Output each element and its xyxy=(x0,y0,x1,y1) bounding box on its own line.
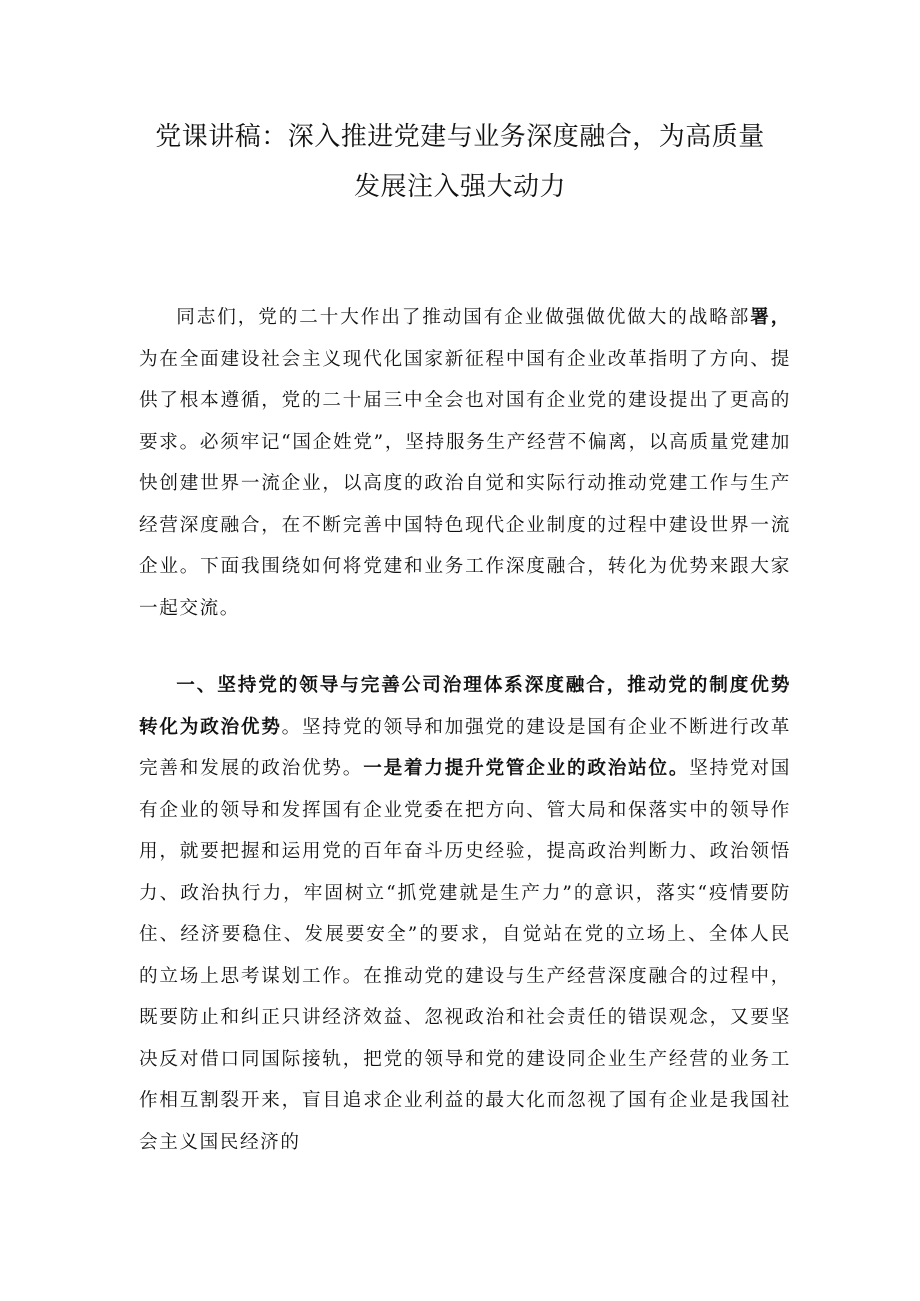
intro-paragraph xyxy=(139,297,791,629)
title-line-2: 发展注入强大动力 xyxy=(353,172,566,202)
intro-lead-text: 同志们，党的二十大作出了推动国有企业做强做优做大的战略部 xyxy=(176,307,751,328)
intro-lead-bold: 署， xyxy=(750,307,791,328)
title-line-1: 党课讲稿：深入推进党建与业务深度融合，为高质量 xyxy=(155,122,765,152)
section-one-subheading: 一是着力提升党管企业的政治站位。 xyxy=(363,758,690,779)
section-one-paragraph xyxy=(139,665,791,1163)
section-one-text-2: 坚持党对国有企业的领导和发挥国有企业党委在把方向、管大局和保落实中的领导作用，就要把握和运用党的百年奋斗历史经验，提高政治判断力、政治领悟力、政治执行力，牢固树立“抓党建就是生产力”的意识，落实“疫情要防住、经济要稳住、发展要安全”的要求，自觉站在党的立场上、全体人民的立场上思考谋划工作。在推动党的建设与生产经营深度融合的过程中，既要防止和纠正只讲经济效益、忽视政治和社会责任的错误观念，又要坚决反对借口同国际接轨，把党的领导和党的建设同企业生产经营的业务工作相互割裂开来，盲目追求企业利益的最大化而忽视了国有企业是我国社会主义国民经济的 xyxy=(139,758,791,1153)
document-body xyxy=(139,297,791,1163)
section-one-heading: 一、坚持党的领导与完善公司治理体系深度融合，推动党的制度优势转化为政治优势 xyxy=(139,675,791,738)
intro-body-text: 为在全面建设社会主义现代化国家新征程中国有企业改革指明了方向、提供了根本遵循，党的二十届三中全会也对国有企业党的建设提出了更高的要求。必须牢记“国企姓党”，坚持服务生产经营不偏离，以高质量党建加快创建世界一流企业，以高度的政治自觉和实际行动推动党建工作与生产经营深度融合，在不断完善中国特色现代企业制度的过程中建设世界一流企业。下面我围绕如何将党建和业务工作深度融合，转化为优势来跟大家一起交流。 xyxy=(139,348,791,619)
section-one-text-1: 。坚持党的领导和加强党的建设是国有企业不断进行改革完善和发展的政治优势。 xyxy=(139,716,791,779)
document-title xyxy=(140,112,780,212)
